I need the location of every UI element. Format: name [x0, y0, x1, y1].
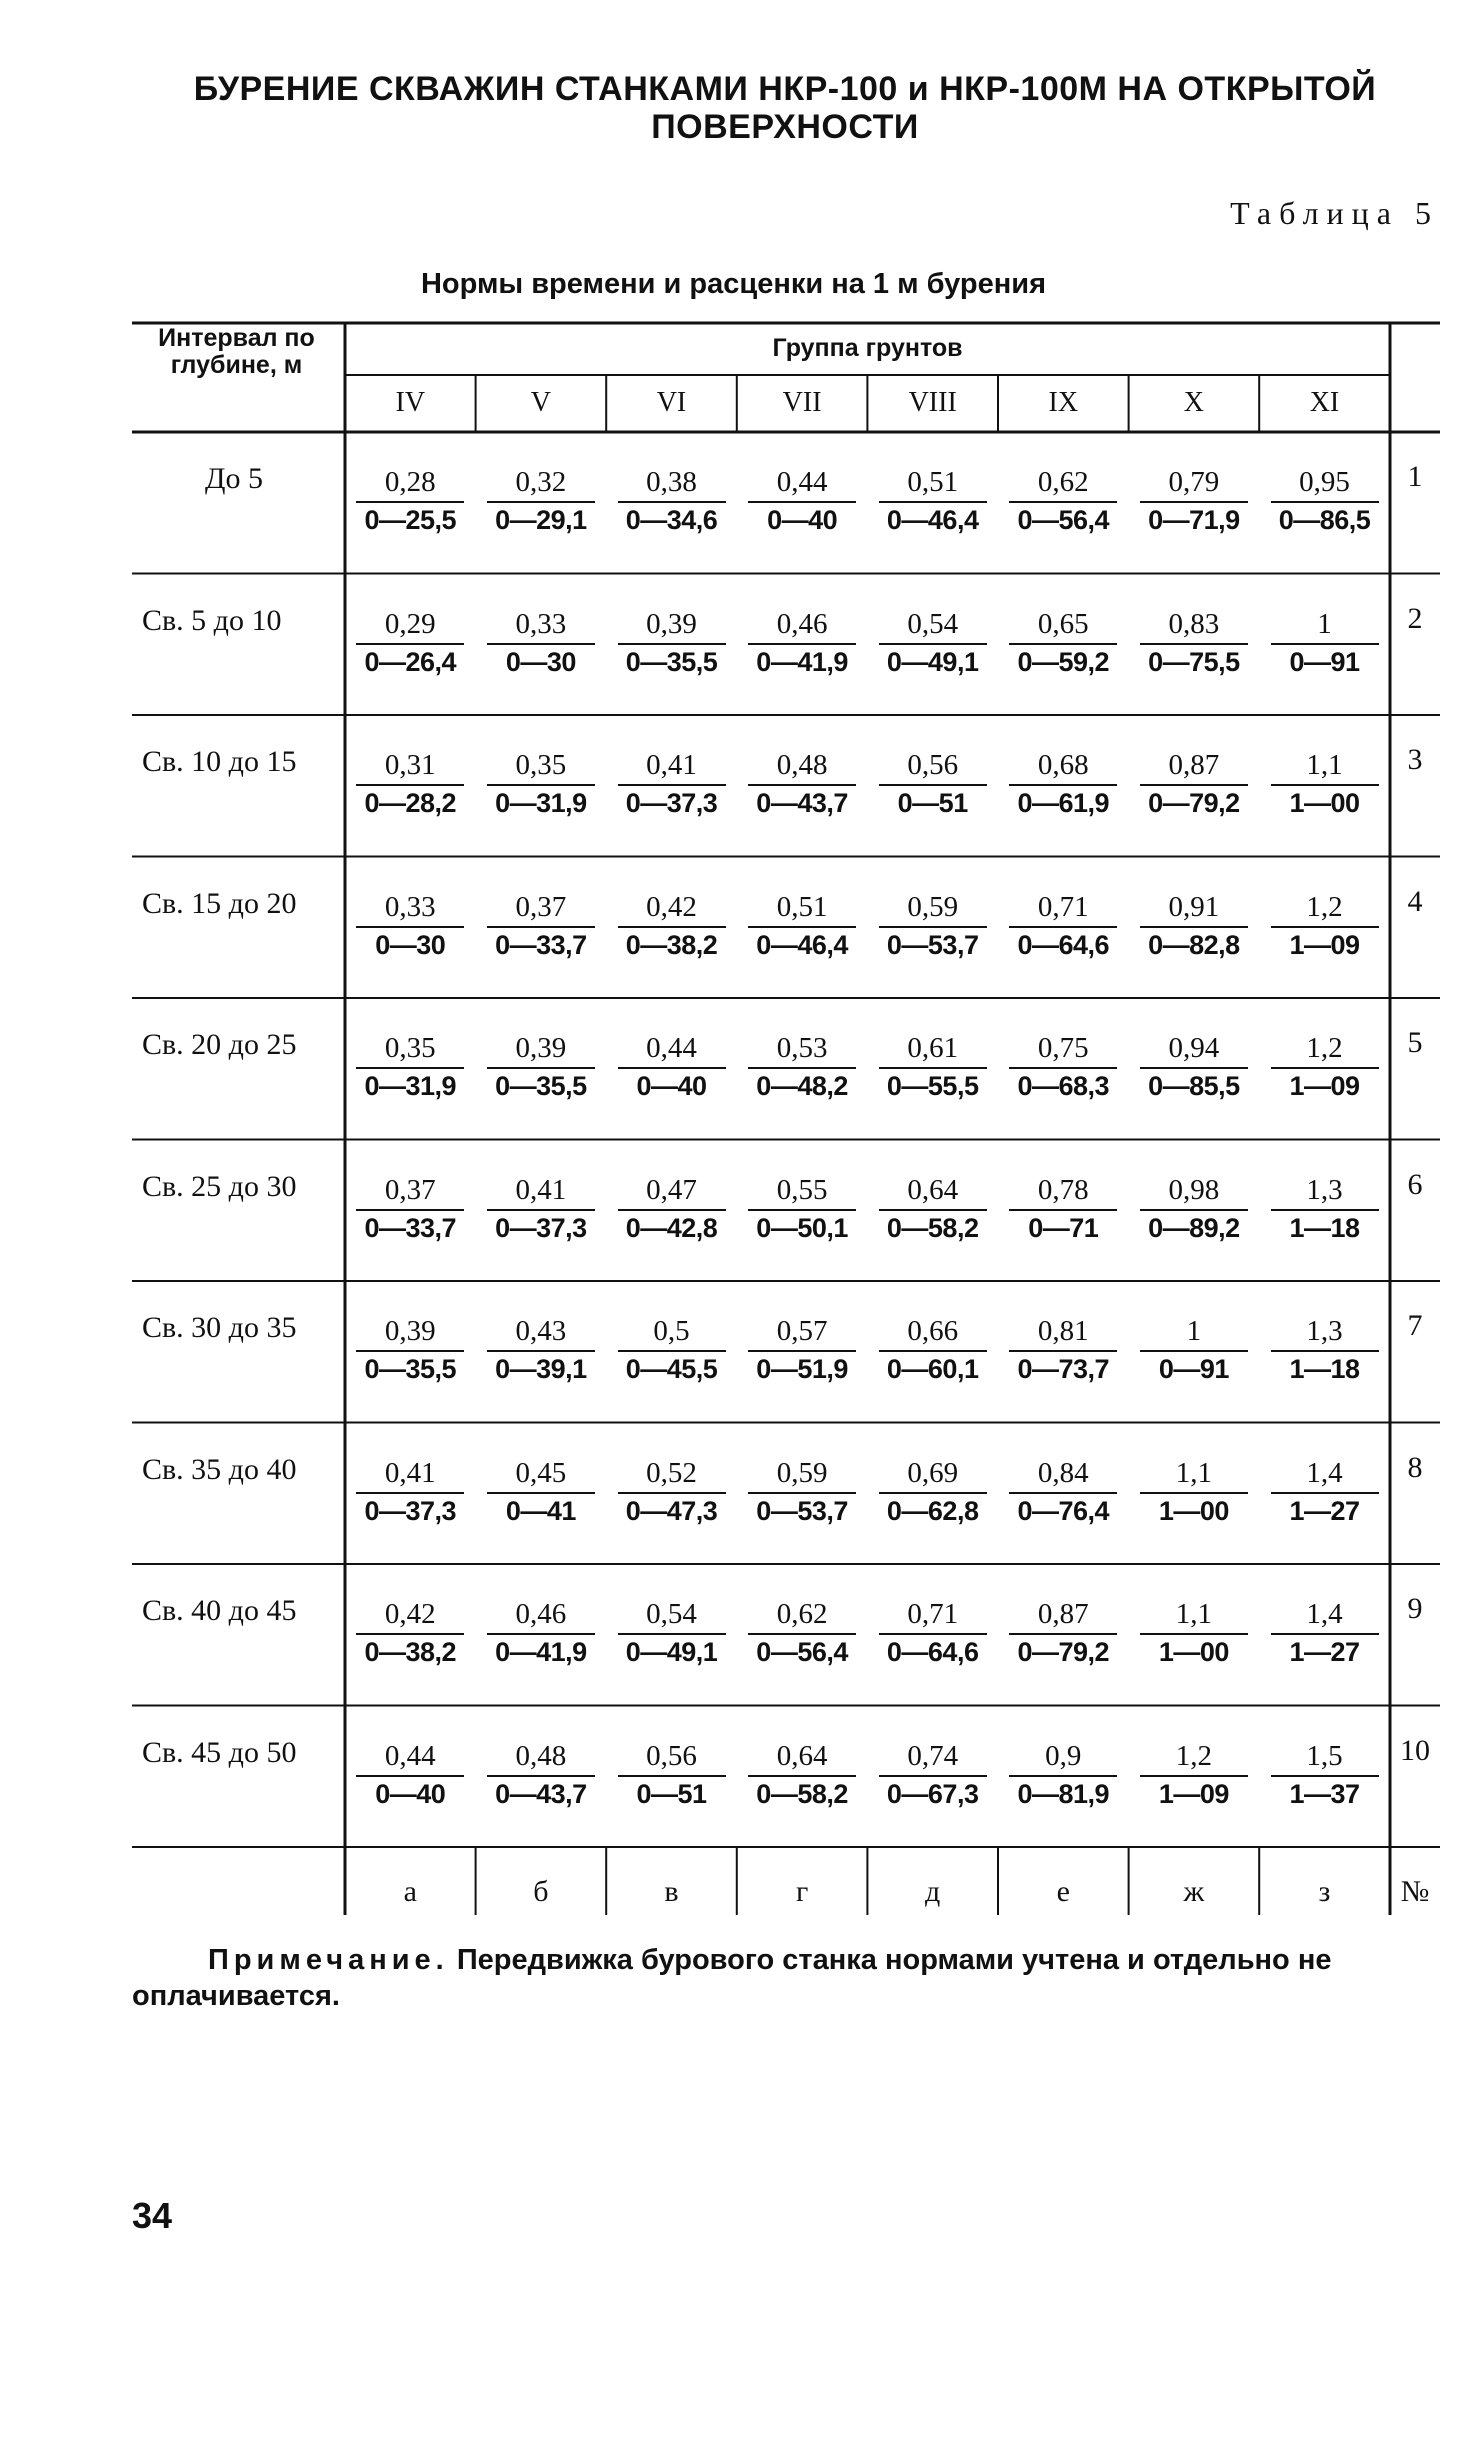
price-rate: 0—55,5 [886, 1071, 979, 1101]
price-rate: 0—42,8 [625, 1212, 718, 1243]
rate-cell [738, 607, 866, 679]
time-norm: 0,48 [515, 1739, 567, 1772]
price-rate: 0—37,3 [495, 1212, 587, 1243]
footnote-text: Передвижка бурового станка нормами учтена и отдельно не оплачивается. [132, 1944, 1332, 2012]
rate-cell [1261, 607, 1389, 679]
rate-cell [477, 1314, 605, 1386]
time-norm: 0,74 [907, 1739, 959, 1772]
price-rate: 0—30 [505, 646, 576, 677]
price-rate: 0—91 [1158, 1354, 1229, 1384]
rate-cell [738, 1456, 866, 1528]
rate-cell [1261, 1173, 1389, 1245]
time-norm: 0,91 [1168, 890, 1220, 923]
time-norm: 0,41 [515, 1173, 567, 1206]
rate-cell [477, 1031, 605, 1103]
time-norm: 0,64 [907, 1173, 959, 1206]
rate-cell [869, 1031, 997, 1103]
price-rate: 1—09 [1289, 929, 1360, 960]
time-norm: 0,71 [1037, 890, 1089, 923]
time-norm: 0,32 [515, 466, 567, 498]
rate-cell [608, 1597, 736, 1669]
rate-cell [608, 1031, 736, 1103]
time-norm: 0,29 [384, 607, 436, 640]
price-rate: 0—59,2 [1017, 646, 1110, 677]
rate-cell [608, 607, 736, 679]
price-rate: 0—47,3 [625, 1495, 718, 1526]
rate-cell [608, 890, 736, 962]
rate-cell [477, 1597, 605, 1669]
row-number: 2 [1407, 601, 1423, 635]
price-rate: 0—48,2 [756, 1071, 848, 1101]
price-rate: 0—56,4 [1017, 505, 1110, 535]
price-rate: 1—09 [1158, 1778, 1229, 1809]
rate-cell [346, 1597, 474, 1669]
time-norm: 0,52 [646, 1456, 697, 1489]
price-rate: 0—46,4 [886, 505, 979, 535]
rate-cell [346, 1314, 474, 1386]
price-rate: 1—27 [1289, 1637, 1360, 1667]
rate-cell [608, 1173, 736, 1245]
time-norm: 0,64 [776, 1739, 828, 1772]
time-norm: 1,1 [1175, 1598, 1213, 1630]
rate-cell [869, 1456, 997, 1528]
header-soil-group: Группа грунтов [772, 334, 963, 362]
price-rate: 1—18 [1289, 1212, 1360, 1243]
rate-cell [477, 748, 605, 820]
rate-cell [999, 465, 1127, 537]
price-rate: 0—31,9 [495, 788, 587, 818]
time-norm: 0,48 [776, 749, 828, 781]
price-rate: 0—91 [1289, 646, 1360, 677]
rate-cell [999, 1031, 1127, 1103]
rate-cell [738, 1739, 866, 1811]
price-rate: 0—34,6 [625, 505, 718, 535]
price-rate: 0—73,7 [1017, 1354, 1110, 1384]
row-depth-label: Св. 10 до 15 [142, 745, 297, 778]
column-letter: б [533, 1875, 549, 1908]
price-rate: 0—61,9 [1017, 788, 1110, 818]
rate-cell [1130, 1739, 1258, 1811]
price-rate: 0—41,9 [756, 646, 848, 677]
row-number: 4 [1407, 884, 1423, 918]
time-norm: 0,39 [515, 1032, 567, 1064]
price-rate: 0—49,1 [625, 1637, 718, 1667]
price-rate: 0—86,5 [1278, 505, 1371, 535]
price-rate: 0—33,7 [364, 1212, 457, 1243]
rate-cell [1261, 1597, 1389, 1669]
rate-cell [1130, 1314, 1258, 1386]
table-caption: Нормы времени и расценки на 1 м бурения [420, 268, 1047, 300]
rate-cell [608, 1314, 736, 1386]
price-rate: 0—85,5 [1148, 1071, 1240, 1101]
time-norm: 0,31 [384, 749, 436, 781]
time-norm: 0,44 [646, 1032, 697, 1064]
time-norm: 0,55 [776, 1173, 828, 1206]
rate-cell [608, 465, 736, 537]
row-depth-label: Св. 15 до 20 [142, 886, 297, 920]
time-norm: 0,44 [384, 1739, 436, 1772]
price-rate: 0—33,7 [495, 929, 587, 960]
rate-cell [999, 1314, 1127, 1386]
footnote [132, 1942, 1452, 2014]
price-rate: 0—89,2 [1148, 1212, 1240, 1243]
column-letter: г [795, 1875, 809, 1908]
row-number: 10 [1400, 1733, 1430, 1767]
rate-cell [738, 748, 866, 820]
rate-cell [738, 1314, 866, 1386]
time-norm: 0,95 [1299, 466, 1350, 498]
rate-cell [1130, 1031, 1258, 1103]
rate-cell [869, 890, 997, 962]
rate-cell [999, 607, 1127, 679]
time-norm: 0,39 [384, 1315, 436, 1347]
time-norm: 1 [1186, 1315, 1202, 1347]
time-norm: 0,54 [646, 1598, 697, 1630]
price-rate: 0—79,2 [1017, 1637, 1110, 1667]
time-norm: 0,62 [1037, 466, 1089, 498]
time-norm: 1,3 [1306, 1173, 1343, 1206]
time-norm: 0,46 [515, 1598, 567, 1630]
time-norm: 0,69 [907, 1456, 959, 1489]
price-rate: 0—38,2 [364, 1637, 457, 1667]
price-rate: 0—64,6 [886, 1637, 979, 1667]
price-rate: 0—53,7 [756, 1495, 848, 1526]
price-rate: 0—25,5 [364, 505, 457, 535]
rate-cell [869, 1314, 997, 1386]
time-norm: 1,4 [1306, 1456, 1343, 1489]
time-norm: 0,37 [384, 1173, 436, 1206]
time-norm: 0,79 [1168, 466, 1220, 498]
price-rate: 0—53,7 [886, 929, 979, 960]
price-rate: 0—60,1 [886, 1354, 979, 1384]
rate-cell [477, 607, 605, 679]
time-norm: 1,1 [1306, 749, 1343, 781]
row-number: 1 [1407, 460, 1423, 493]
time-norm: 0,33 [515, 607, 567, 640]
header-group-iv: IV [395, 387, 426, 418]
time-norm: 0,68 [1037, 749, 1089, 781]
time-norm: 0,45 [515, 1456, 567, 1489]
column-letter: д [925, 1875, 941, 1908]
row-depth-label: Св. 25 до 30 [142, 1169, 297, 1203]
rate-cell [869, 607, 997, 679]
rate-cell [1130, 607, 1258, 679]
price-rate: 1—00 [1289, 788, 1360, 818]
time-norm: 0,37 [515, 890, 567, 923]
row-number: 5 [1407, 1026, 1423, 1059]
rate-cell [1261, 1456, 1389, 1528]
row-number: 8 [1407, 1450, 1423, 1484]
time-norm: 0,43 [515, 1315, 567, 1347]
header-interval: Интервал по глубине, м [158, 324, 315, 379]
header-group-viii: VIII [908, 387, 957, 418]
time-norm: 0,28 [384, 466, 436, 498]
price-rate: 0—43,7 [756, 788, 848, 818]
rate-cell [869, 1597, 997, 1669]
time-norm: 0,41 [384, 1456, 436, 1489]
price-rate: 0—35,5 [625, 646, 718, 677]
price-rate: 0—41 [505, 1495, 576, 1526]
rate-cell [346, 607, 474, 679]
time-norm: 0,33 [384, 890, 436, 923]
header-group-xi: XI [1309, 387, 1340, 418]
price-rate: 0—67,3 [886, 1778, 979, 1809]
rate-cell [1130, 890, 1258, 962]
time-norm: 0,62 [776, 1598, 828, 1630]
time-norm: 0,94 [1168, 1032, 1220, 1064]
rate-cell [1261, 1739, 1389, 1811]
time-norm: 1,1 [1175, 1456, 1213, 1489]
rate-cell [869, 1739, 997, 1811]
time-norm: 0,71 [907, 1598, 959, 1630]
time-norm: 0,57 [776, 1315, 828, 1347]
time-norm: 1,4 [1306, 1598, 1343, 1630]
time-norm: 1,3 [1306, 1315, 1343, 1347]
price-rate: 1—00 [1158, 1495, 1229, 1526]
price-rate: 0—76,4 [1017, 1495, 1110, 1526]
rate-cell [999, 890, 1127, 962]
row-number: 6 [1407, 1167, 1423, 1201]
number-sign: № [1400, 1875, 1430, 1908]
price-rate: 0—81,9 [1017, 1778, 1110, 1809]
time-norm: 1,2 [1306, 890, 1343, 923]
price-rate: 0—38,2 [625, 929, 718, 960]
time-norm: 1,5 [1306, 1739, 1343, 1772]
rate-cell [1130, 1173, 1258, 1245]
rate-cell [1261, 1031, 1389, 1103]
price-rate: 0—79,2 [1148, 788, 1240, 818]
column-letter: ж [1183, 1875, 1205, 1908]
row-depth-label: Св. 20 до 25 [142, 1028, 297, 1061]
price-rate: 1—00 [1158, 1637, 1229, 1667]
column-letter: з [1318, 1875, 1331, 1908]
time-norm: 0,5 [653, 1315, 690, 1347]
time-norm: 0,46 [776, 607, 828, 640]
time-norm: 0,66 [907, 1315, 959, 1347]
time-norm: 1,2 [1306, 1032, 1343, 1064]
time-norm: 0,56 [907, 749, 959, 781]
column-letter: а [403, 1875, 417, 1908]
price-rate: 0—26,4 [364, 646, 457, 677]
price-rate: 0—64,6 [1017, 929, 1110, 960]
time-norm: 0,61 [907, 1032, 959, 1064]
rate-cell [738, 465, 866, 537]
rate-cell [1261, 748, 1389, 820]
time-norm: 0,44 [776, 466, 828, 498]
rate-cell [738, 1597, 866, 1669]
rate-cell [346, 1173, 474, 1245]
price-rate: 0—31,9 [364, 1071, 457, 1101]
row-number: 7 [1407, 1309, 1423, 1342]
rate-cell [1130, 465, 1258, 537]
rate-cell [738, 890, 866, 962]
time-norm: 1,2 [1175, 1739, 1213, 1772]
time-norm: 0,84 [1037, 1456, 1089, 1489]
header-group-v: V [530, 387, 551, 418]
price-rate: 0—45,5 [625, 1354, 718, 1384]
row-depth-label: Св. 35 до 40 [142, 1452, 297, 1486]
time-norm: 0,65 [1037, 607, 1089, 640]
page-title: БУРЕНИЕ СКВАЖИН СТАНКАМИ НКР-100 и НКР-100М НА ОТКРЫТОЙ ПОВЕРХНОСТИ [193, 70, 1377, 146]
price-rate: 0—58,2 [886, 1212, 979, 1243]
time-norm: 0,75 [1037, 1032, 1089, 1064]
time-norm: 0,87 [1168, 749, 1220, 781]
rate-cell [869, 465, 997, 537]
rate-cell [608, 1456, 736, 1528]
price-rate: 0—51 [636, 1778, 707, 1809]
table-number: Таблица 5 [1230, 195, 1439, 231]
price-rate: 0—40 [636, 1071, 707, 1101]
rate-cell [1130, 748, 1258, 820]
row-depth-label: Св. 30 до 35 [142, 1311, 297, 1344]
price-rate: 0—39,1 [495, 1354, 587, 1384]
price-rate: 0—71,9 [1148, 505, 1240, 535]
price-rate: 1—09 [1289, 1071, 1360, 1101]
time-norm: 0,35 [515, 749, 567, 781]
rate-cell [346, 748, 474, 820]
time-norm: 0,35 [384, 1032, 436, 1064]
rate-cell [1261, 1314, 1389, 1386]
rate-cell [738, 1173, 866, 1245]
time-norm: 0,39 [646, 607, 697, 640]
price-rate: 0—51 [897, 788, 968, 818]
time-norm: 0,51 [776, 890, 828, 923]
row-depth-label: Св. 45 до 50 [142, 1735, 297, 1769]
rate-cell [999, 1597, 1127, 1669]
header-group-vii: VII [782, 387, 822, 418]
price-rate: 0—40 [375, 1778, 446, 1809]
time-norm: 0,87 [1037, 1598, 1089, 1630]
price-rate: 0—71 [1028, 1212, 1099, 1243]
rate-cell [738, 1031, 866, 1103]
time-norm: 0,56 [646, 1739, 697, 1772]
price-rate: 0—37,3 [364, 1495, 457, 1526]
footnote-label: Примечание. [208, 1944, 449, 1976]
price-rate: 1—27 [1289, 1495, 1360, 1526]
rate-cell [869, 1173, 997, 1245]
rate-cell [346, 1031, 474, 1103]
column-letter: е [1056, 1875, 1070, 1908]
price-rate: 0—82,8 [1148, 929, 1240, 960]
rate-cell [999, 748, 1127, 820]
price-rate: 0—51,9 [756, 1354, 848, 1384]
rate-cell [477, 1456, 605, 1528]
rate-cell [346, 890, 474, 962]
time-norm: 0,54 [907, 607, 959, 640]
price-rate: 0—49,1 [886, 646, 979, 677]
rate-cell [1261, 465, 1389, 537]
column-letter: в [664, 1875, 679, 1908]
time-norm: 0,41 [646, 749, 697, 781]
rate-cell [477, 1739, 605, 1811]
page-number: 34 [132, 2195, 173, 2236]
header-group-ix: IX [1048, 387, 1079, 418]
rate-cell [477, 1173, 605, 1245]
price-rate: 0—62,8 [886, 1495, 979, 1526]
time-norm: 0,51 [907, 466, 959, 498]
rate-cell [346, 1739, 474, 1811]
price-rate: 0—43,7 [495, 1778, 587, 1809]
time-norm: 0,42 [646, 890, 697, 923]
rate-cell [1130, 1597, 1258, 1669]
rate-cell [869, 748, 997, 820]
price-rate: 0—28,2 [364, 788, 457, 818]
row-number: 3 [1407, 743, 1423, 776]
rate-cell [608, 748, 736, 820]
rate-cell [999, 1456, 1127, 1528]
price-rate: 0—41,9 [495, 1637, 587, 1667]
header-group-x: X [1183, 387, 1204, 418]
price-rate: 0—50,1 [756, 1212, 848, 1243]
time-norm: 0,38 [646, 466, 697, 498]
price-rate: 0—56,4 [756, 1637, 848, 1667]
time-norm: 0,78 [1037, 1173, 1089, 1206]
header-group-vi: VI [656, 387, 687, 418]
rate-cell [999, 1739, 1127, 1811]
row-depth-label: Св. 5 до 10 [142, 603, 282, 637]
rate-cell [346, 1456, 474, 1528]
time-norm: 0,59 [776, 1456, 828, 1489]
rate-cell [1261, 890, 1389, 962]
price-rate: 0—58,2 [756, 1778, 848, 1809]
price-rate: 0—35,5 [495, 1071, 587, 1101]
rate-cell [608, 1739, 736, 1811]
row-number: 9 [1407, 1592, 1423, 1625]
price-rate: 0—30 [375, 929, 446, 960]
rate-cell [999, 1173, 1127, 1245]
price-rate: 0—35,5 [364, 1354, 457, 1384]
rate-cell [477, 465, 605, 537]
price-rate: 1—18 [1289, 1354, 1360, 1384]
time-norm: 0,53 [776, 1032, 828, 1064]
time-norm: 0,42 [384, 1598, 436, 1630]
price-rate: 0—75,5 [1148, 646, 1240, 677]
time-norm: 0,83 [1168, 607, 1220, 640]
row-depth-label: До 5 [205, 462, 263, 495]
time-norm: 0,81 [1037, 1315, 1089, 1347]
rate-cell [1130, 1456, 1258, 1528]
row-depth-label: Св. 40 до 45 [142, 1594, 297, 1627]
price-rate: 0—29,1 [495, 505, 587, 535]
time-norm: 0,59 [907, 890, 959, 923]
time-norm: 1 [1317, 607, 1332, 640]
rate-cell [346, 465, 474, 537]
time-norm: 0,9 [1045, 1739, 1082, 1772]
price-rate: 0—46,4 [756, 929, 848, 960]
rate-cell [477, 890, 605, 962]
price-rate: 0—68,3 [1017, 1071, 1110, 1101]
time-norm: 0,98 [1168, 1173, 1220, 1206]
time-norm: 0,47 [646, 1173, 697, 1206]
price-rate: 1—37 [1289, 1778, 1360, 1809]
price-rate: 0—37,3 [625, 788, 718, 818]
price-rate: 0—40 [767, 505, 838, 535]
